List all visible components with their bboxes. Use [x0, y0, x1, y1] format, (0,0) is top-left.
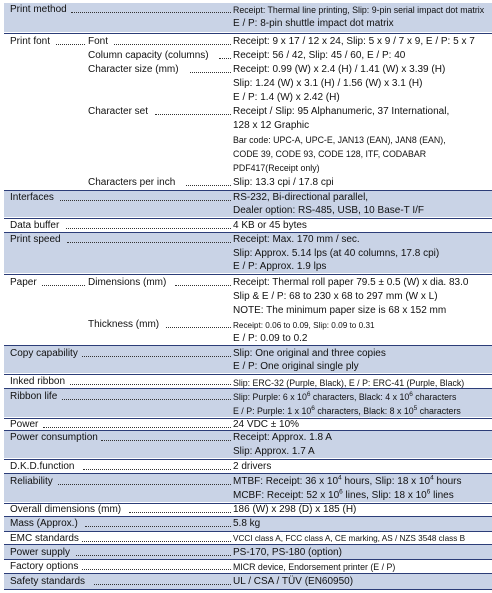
thickness-label: Thickness (mm) [88, 319, 160, 330]
leader-dots [166, 327, 231, 328]
column-capacity-value: Receipt: 56 / 42, Slip: 45 / 60, E / P: 40 [233, 50, 406, 61]
dkd-function-label: D.K.D.function [10, 461, 75, 472]
power-value: 24 VDC ± 10% [233, 419, 300, 430]
paper-label: Paper [10, 277, 37, 288]
divider [4, 559, 492, 560]
divider [4, 33, 492, 34]
leader-dots [60, 200, 231, 201]
dimensions-value: Slip & E / P: 68 to 230 x 68 to 297 mm (W x L) [233, 291, 438, 302]
power-supply-value: PS-170, PS-180 (option) [233, 547, 342, 558]
print-method-value: E / P: 8-pin shuttle impact dot matrix [233, 18, 394, 29]
divider [4, 345, 492, 346]
emc-standards-label: EMC standards [10, 533, 79, 544]
print-speed-value: Slip: Approx. 5.14 lps (at 40 columns, 17.8 cpi) [233, 248, 440, 259]
leader-dots [62, 399, 231, 400]
inked-ribbon-label: Inked ribbon [10, 376, 66, 387]
safety-standards-label: Safety standards [10, 576, 86, 587]
leader-dots [76, 555, 231, 556]
power-consumption-value: Receipt: Approx. 1.8 A [233, 432, 332, 443]
dimensions-value: NOTE: The minimum paper size is 68 x 152 mm [233, 305, 447, 316]
power-supply-label: Power supply [10, 547, 71, 558]
interfaces-label: Interfaces [10, 192, 54, 203]
character-size-value: Receipt: 0.99 (W) x 2.4 (H) / 1.41 (W) x 3.39 (H) [233, 64, 446, 75]
leader-dots [42, 285, 85, 286]
thickness-value: E / P: 0.09 to 0.2 [233, 333, 308, 344]
characters-per-inch-value: Slip: 13.3 cpi / 17.8 cpi [233, 177, 334, 188]
factory-options-label: Factory options [10, 561, 79, 572]
leader-dots [129, 512, 231, 513]
leader-dots [70, 384, 231, 385]
mass-value: 5.8 kg [233, 518, 261, 529]
leader-dots [56, 44, 85, 45]
emc-standards-value: VCCI class A, FCC class A, CE marking, AS / NZS 3548 class B [233, 534, 466, 543]
leader-dots [82, 569, 231, 570]
character-set-value: CODE 39, CODE 93, CODE 128, ITF, CODABAR [233, 149, 427, 159]
divider [4, 274, 492, 275]
font-label: Font [88, 36, 109, 47]
leader-dots [43, 427, 231, 428]
mass-label: Mass (Approx.) [10, 518, 78, 529]
font-value: Receipt: 9 x 17 / 12 x 24, Slip: 5 x 9 / 7 x 9, E / P: 5 x 7 [233, 36, 475, 47]
copy-capability-value: Slip: One original and three copies [233, 348, 386, 359]
data-buffer-value: 4 KB or 45 bytes [233, 220, 307, 231]
character-set-value: 128 x 12 Graphic [233, 120, 310, 131]
reliability-label: Reliability [10, 476, 53, 487]
print-speed-value: Receipt: Max. 170 mm / sec. [233, 234, 360, 245]
ribbon-life-label: Ribbon life [10, 391, 58, 402]
leader-dots [186, 185, 231, 186]
reliability-value: MTBF: Receipt: 36 x $10^4$ hours, Slip: 18 x $10^4$ hours [233, 474, 462, 487]
interfaces-value: RS-232, Bi-directional parallel, [233, 192, 369, 203]
leader-dots [85, 526, 231, 527]
leader-dots [219, 58, 231, 59]
leader-dots [83, 469, 231, 470]
dimensions-value: Receipt: Thermal roll paper 79.5 ± 0.5 (W) x dia. 83.0 [233, 277, 469, 288]
character-set-value: PDF417(Receipt only) [233, 163, 320, 173]
leader-dots [101, 440, 231, 441]
print-method-value: Receipt: Thermal line printing, Slip: 9-pin serial impact dot matrix [233, 5, 485, 15]
ribbon-life-value: E / P: Purple: 1 x $10^6$ characters, Black: 8 x $10^5$ characters [233, 405, 461, 416]
character-set-value: Receipt / Slip: 95 Alphanumeric, 37 International, [233, 106, 450, 117]
ribbon-life-value: Slip: Purple: 6 x $10^6$ characters, Black: 4 x $10^6$ characters [233, 391, 457, 402]
copy-capability-label: Copy capability [10, 348, 78, 359]
leader-dots [155, 114, 231, 115]
inked-ribbon-value: Slip: ERC-32 (Purple, Black), E / P: ERC-41 (Purple, Black) [233, 378, 465, 388]
reliability-value: MCBF: Receipt: 52 x $10^6$ lines, Slip: 18 x $10^6$ lines [233, 488, 454, 501]
leader-dots [82, 541, 231, 542]
interfaces-value: Dealer option: RS-485, USB, 10 Base-T I/F [233, 205, 425, 216]
divider [4, 190, 492, 191]
leader-dots [94, 584, 231, 585]
dkd-function-value: 2 drivers [233, 461, 272, 472]
copy-capability-value: E / P: One original single ply [233, 361, 359, 372]
factory-options-value: MICR device, Endorsement printer (E / P) [233, 562, 396, 572]
leader-dots [175, 285, 231, 286]
divider [4, 459, 492, 460]
leader-dots [58, 484, 231, 485]
divider [4, 516, 492, 517]
print-font-label: Print font [10, 36, 51, 47]
character-size-value: E / P: 1.4 (W) x 2.42 (H) [233, 92, 340, 103]
overall-dimensions-value: 186 (W) x 298 (D) x 185 (H) [233, 504, 357, 515]
leader-dots [82, 356, 231, 357]
character-set-value: Bar code: UPC-A, UPC-E, JAN13 (EAN), JAN8 (EAN), [233, 135, 446, 145]
character-size-value: Slip: 1.24 (W) x 3.1 (H) / 1.56 (W) x 3.1 (H) [233, 78, 423, 89]
divider [4, 473, 492, 474]
power-label: Power [10, 419, 39, 430]
power-consumption-label: Power consumption [10, 432, 98, 443]
divider [4, 232, 492, 233]
divider [4, 573, 492, 574]
leader-dots [67, 242, 231, 243]
print-speed-value: E / P: Approx. 1.9 lps [233, 261, 327, 272]
thickness-value: Receipt: 0.06 to 0.09, Slip: 0.09 to 0.31 [233, 321, 375, 330]
column-capacity-label: Column capacity (columns) [88, 50, 209, 61]
characters-per-inch-label: Characters per inch [88, 177, 176, 188]
leader-dots [66, 228, 231, 229]
leader-dots [71, 12, 231, 13]
print-speed-label: Print speed [10, 234, 61, 245]
divider [4, 589, 492, 590]
dimensions-label: Dimensions (mm) [88, 277, 167, 288]
leader-dots [114, 44, 231, 45]
divider [4, 218, 492, 219]
print-method-label: Print method [10, 4, 67, 15]
data-buffer-label: Data buffer [10, 220, 60, 231]
character-set-label: Character set [88, 106, 149, 117]
divider [4, 374, 492, 375]
safety-standards-value: UL / CSA / TÜV (EN60950) [233, 576, 354, 587]
overall-dimensions-label: Overall dimensions (mm) [10, 504, 122, 515]
divider [4, 531, 492, 532]
character-size-label: Character size (mm) [88, 64, 179, 75]
power-consumption-value: Slip: Approx. 1.7 A [233, 446, 315, 457]
leader-dots [190, 72, 231, 73]
